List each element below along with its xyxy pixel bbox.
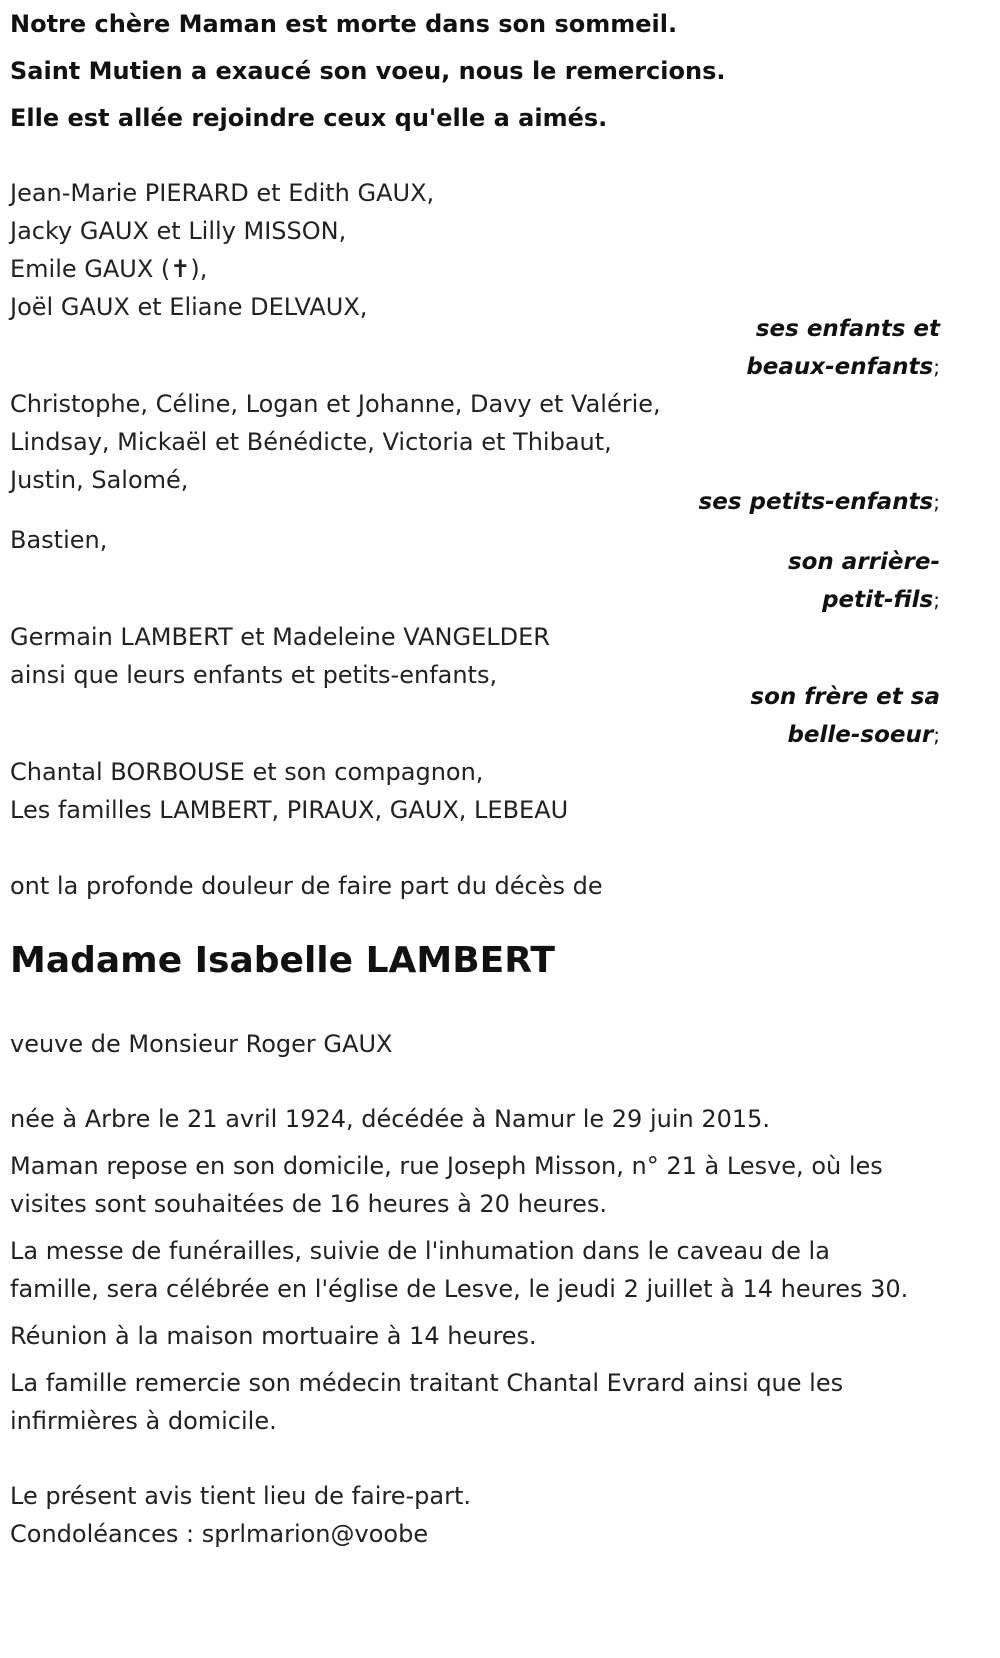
family-line: Lindsay, Mickaël et Bénédicte, Victoria et Thibaut, — [10, 428, 612, 456]
family-role — [756, 310, 940, 348]
family-line: Joël GAUX et Eliane DELVAUX, — [10, 293, 368, 321]
role-separator: ; — [933, 490, 940, 514]
role-text: petit-fils — [822, 587, 934, 613]
role-separator: ; — [933, 723, 940, 747]
mass-text: La messe de funérailles, suivie de l'inhumation dans le caveau de la — [10, 1237, 830, 1265]
deceased-name: Madame Isabelle LAMBERT — [10, 940, 555, 981]
rest-text: Maman repose en son domicile, rue Joseph Misson, n° 21 à Lesve, où les — [10, 1152, 883, 1180]
notice-text: Le présent avis tient lieu de faire-part. — [10, 1482, 472, 1510]
meeting-text: Réunion à la maison mortuaire à 14 heures. — [10, 1322, 537, 1350]
family-role — [699, 483, 940, 521]
role-text: ses enfants et — [755, 316, 940, 342]
role-text: belle-soeur — [787, 722, 934, 748]
family-line: Jacky GAUX et Lilly MISSON, — [10, 217, 347, 245]
family-role — [750, 678, 940, 716]
family-role — [788, 543, 940, 581]
family-line: Christophe, Céline, Logan et Johanne, Davy et Valérie, — [10, 390, 661, 418]
thanks-text: La famille remercie son médecin traitant Chantal Evrard ainsi que les — [10, 1369, 844, 1397]
birth-death-text: née à Arbre le 21 avril 1924, décédée à Namur le 29 juin 2015. — [10, 1105, 771, 1133]
family-line: Jean-Marie PIERARD et Edith GAUX, — [10, 179, 435, 207]
family-role — [746, 348, 940, 386]
role-separator: ; — [933, 588, 940, 612]
family-role — [787, 716, 940, 754]
thanks-text: infirmières à domicile. — [10, 1407, 277, 1435]
role-text: beaux-enfants — [746, 354, 934, 380]
family-line: Les familles LAMBERT, PIRAUX, GAUX, LEBEAU — [10, 796, 569, 824]
role-text: son frère et sa — [750, 684, 940, 710]
role-separator: ; — [933, 355, 940, 379]
role-text: son arrière- — [787, 549, 940, 575]
widow-of-text: veuve de Monsieur Roger GAUX — [10, 1030, 393, 1058]
family-role — [822, 581, 940, 619]
announcement-text: ont la profonde douleur de faire part du décès de — [10, 872, 603, 900]
mass-text: famille, sera célébrée en l'église de Lesve, le jeudi 2 juillet à 14 heures 30. — [10, 1275, 909, 1303]
family-line: Justin, Salomé, — [10, 466, 189, 494]
intro-line: Elle est allée rejoindre ceux qu'elle a aimés. — [10, 104, 608, 132]
family-line: Bastien, — [10, 526, 108, 554]
condolences-text: Condoléances : sprlmarion@voobe — [10, 1520, 429, 1548]
role-text: ses petits-enfants — [698, 489, 934, 515]
family-line: Chantal BORBOUSE et son compagnon, — [10, 758, 484, 786]
family-line: Germain LAMBERT et Madeleine VANGELDER — [10, 623, 550, 651]
rest-text: visites sont souhaitées de 16 heures à 20 heures. — [10, 1190, 607, 1218]
family-line: Emile GAUX (✝), — [10, 255, 208, 283]
intro-line: Notre chère Maman est morte dans son sommeil. — [10, 10, 678, 38]
intro-line: Saint Mutien a exaucé son voeu, nous le remercions. — [10, 57, 726, 85]
family-line: ainsi que leurs enfants et petits-enfants, — [10, 661, 498, 689]
